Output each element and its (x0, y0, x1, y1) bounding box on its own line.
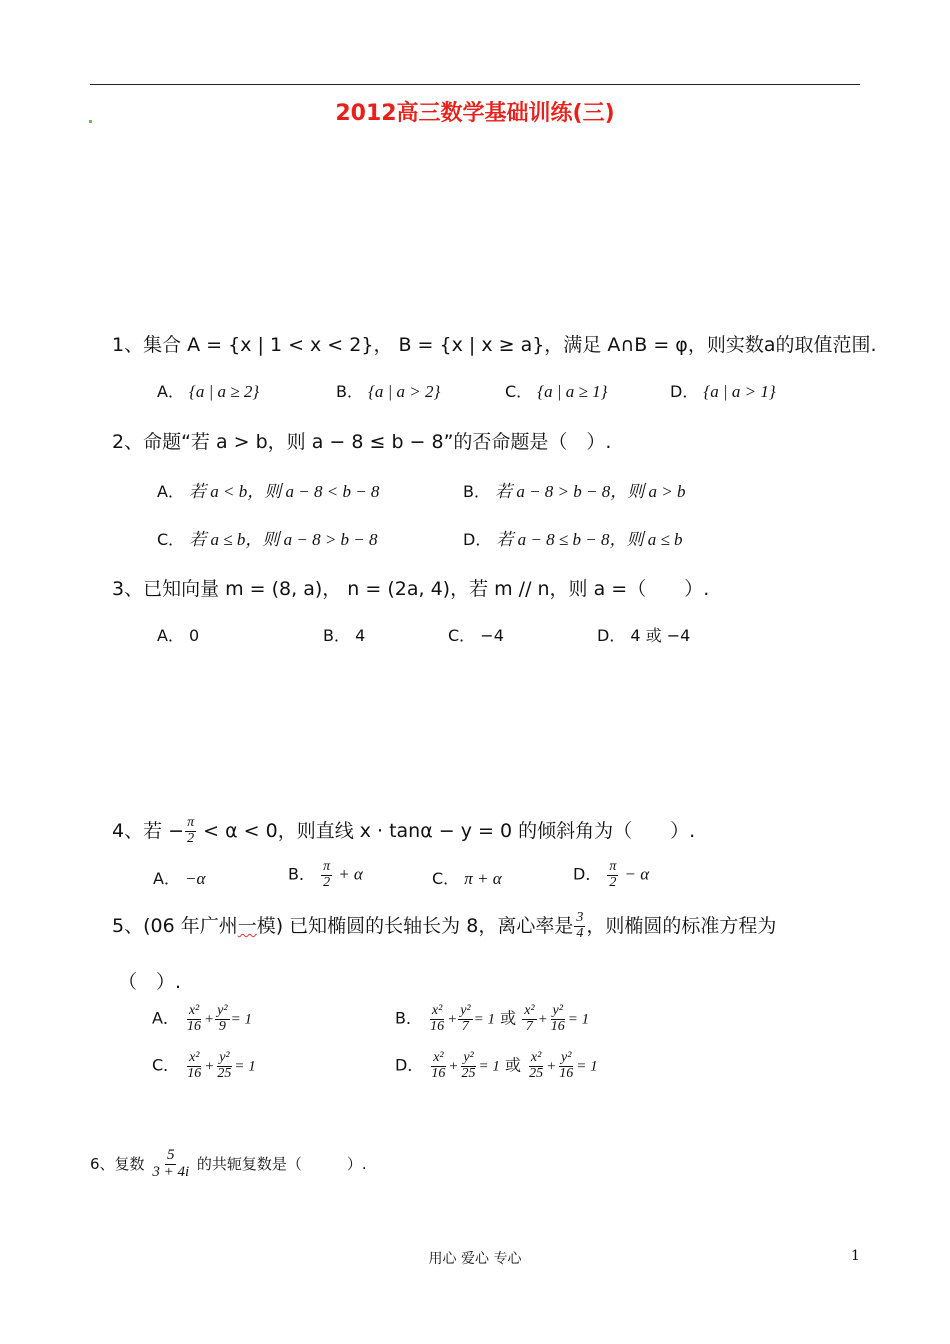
fraction-numerator: x² (431, 1003, 443, 1018)
question-5-stem (112, 911, 776, 942)
option-text: {a | a > 2} (368, 382, 441, 401)
fraction-denominator: 7 (461, 1018, 469, 1034)
fraction-numerator: π (609, 859, 617, 874)
question-4-option-d (573, 860, 649, 890)
question-4-option-b (288, 860, 363, 890)
fraction-denominator: 16 (187, 1065, 202, 1081)
fraction-numerator: y² (460, 1003, 471, 1018)
fraction-denominator: 25 (461, 1065, 476, 1081)
option-label: B． (288, 864, 315, 884)
option-label: B． (463, 482, 490, 501)
option-label: C． (432, 869, 460, 888)
fraction (557, 1051, 575, 1081)
stem-prefix: 5、(06 年广州 (112, 915, 238, 937)
option-label: C． (505, 382, 533, 401)
stem-suffix: 的共轭复数是（ ）. (196, 1154, 367, 1173)
option-label: C． (152, 1055, 180, 1075)
option-text: {a | a ≥ 2} (189, 382, 260, 401)
stem-middle: 模) 已知椭圆的长轴长为 8，离心率是 (256, 915, 574, 937)
fraction (321, 860, 332, 890)
fraction (428, 1004, 446, 1034)
option-text: 若 a − 8 ≤ b − 8，则 a ≤ b (496, 530, 683, 549)
option-text: {a | a ≥ 1} (537, 382, 608, 401)
question-3-option-c (448, 623, 504, 646)
fraction-numerator: x² (189, 1050, 200, 1065)
stem-prefix: 6、复数 (90, 1154, 145, 1173)
question-4-option-a (153, 866, 205, 889)
fraction (185, 1004, 203, 1034)
option-label: A． (157, 482, 184, 501)
question-2-stem: 2、命题“若 a > b，则 a − 8 ≤ b − 8”的否命题是（ ）. (112, 431, 612, 453)
or-word: 或 (505, 1055, 522, 1075)
option-label: D． (463, 530, 492, 549)
or-word: 或 (500, 1008, 517, 1028)
fraction (574, 911, 585, 941)
question-4-option-c (432, 866, 502, 889)
option-label: C． (157, 530, 185, 549)
fraction-numerator: π (323, 859, 331, 874)
fraction-denominator: 16 (559, 1065, 574, 1081)
question-3-option-d (597, 623, 690, 646)
fraction-numerator: y² (561, 1050, 572, 1065)
question-5-paren: （ ）. (118, 971, 182, 993)
option-label: B． (323, 626, 350, 645)
fraction (429, 1051, 447, 1081)
option-label: A． (157, 382, 184, 401)
question-2-option-a (157, 477, 379, 502)
fraction (150, 1148, 191, 1181)
option-label: D． (395, 1055, 424, 1075)
underlined-char: 一 (237, 915, 257, 937)
option-text: π + α (464, 869, 502, 888)
fraction (549, 1004, 567, 1034)
option-label: D． (597, 626, 626, 645)
option-text: + α (338, 864, 363, 884)
fraction-denominator: 25 (529, 1065, 544, 1081)
question-1-option-b (336, 379, 440, 402)
option-label: B． (336, 382, 363, 401)
page-footer: 用心 爱心 专心 (428, 1251, 522, 1267)
equals-one: = 1 (576, 1058, 598, 1075)
question-2-option-b (463, 477, 685, 502)
question-3-option-b (323, 623, 365, 646)
fraction-denominator: 16 (550, 1018, 565, 1034)
fraction-numerator: y² (219, 1050, 230, 1065)
option-label: C． (448, 626, 476, 645)
fraction-denominator: 25 (217, 1065, 232, 1081)
fraction (215, 1004, 229, 1034)
option-text: {a | a > 1} (703, 382, 776, 401)
fraction-denominator: 16 (430, 1018, 445, 1034)
fraction-numerator: x² (433, 1050, 444, 1065)
option-text: 0 (189, 626, 200, 645)
question-3-option-a (157, 623, 199, 646)
fraction-denominator: 9 (218, 1018, 226, 1034)
fraction-numerator: y² (463, 1050, 474, 1065)
fraction-denominator: 16 (187, 1018, 202, 1034)
fraction-numerator: y² (217, 1003, 228, 1018)
stem-suffix: ，则椭圆的标准方程为 (586, 915, 777, 937)
fraction-numerator: x² (524, 1003, 535, 1018)
option-text: 若 a < b，则 a − 8 < b − 8 (189, 482, 380, 501)
equals-one: = 1 (478, 1058, 500, 1075)
fraction-numerator: x² (530, 1050, 542, 1065)
page-title: 2012高三数学基础训练(三) (335, 101, 615, 126)
fraction-denominator: 16 (431, 1065, 446, 1081)
fraction-numerator: y² (552, 1003, 563, 1018)
header-rule (90, 84, 860, 85)
option-text: 4 (355, 626, 366, 645)
fraction (527, 1051, 545, 1081)
fraction (215, 1051, 233, 1081)
stem-prefix: 4、若 − (112, 820, 185, 842)
plus-sign: + (448, 1058, 459, 1075)
question-1-option-c (505, 379, 607, 402)
fraction-denominator: 3 + 4i (152, 1163, 190, 1180)
option-text: 若 a ≤ b，则 a − 8 > b − 8 (189, 530, 378, 549)
fraction-numerator: π (187, 815, 195, 831)
question-2-option-c (157, 525, 378, 550)
option-text: −4 (480, 626, 504, 645)
question-5-option-b (395, 1004, 589, 1034)
fraction (607, 860, 618, 890)
option-text: 4 或 −4 (630, 626, 691, 645)
question-1-stem: 1、集合 A = {x | 1 < x < 2}， B = {x | x ≥ a}，满足 A∩B = φ，则实数a的取值范围. (112, 334, 877, 356)
question-5-option-c (152, 1051, 256, 1081)
plus-sign: + (204, 1058, 215, 1075)
fraction (460, 1051, 478, 1081)
question-5-option-d (395, 1051, 598, 1081)
option-label: D． (573, 864, 602, 884)
fraction (185, 1051, 203, 1081)
fraction-denominator: 4 (576, 926, 584, 941)
option-label: B． (395, 1008, 422, 1028)
fraction-numerator: 3 (576, 910, 584, 926)
fraction (458, 1004, 472, 1034)
stem-suffix: < α < 0，则直线 x · tanα − y = 0 的倾斜角为（ ）. (197, 820, 696, 842)
fraction-denominator: 2 (609, 874, 617, 890)
option-text: 若 a − 8 > b − 8，则 a > b (495, 482, 686, 501)
option-label: A． (153, 869, 180, 888)
fraction (522, 1004, 536, 1034)
plus-sign: + (546, 1058, 557, 1075)
plus-sign: + (537, 1011, 548, 1028)
question-1-option-a (157, 379, 259, 402)
option-text: −α (185, 869, 206, 888)
fraction-denominator: 2 (187, 831, 195, 846)
option-label: A． (157, 626, 184, 645)
plus-sign: + (204, 1011, 215, 1028)
fraction-denominator: 7 (525, 1018, 533, 1034)
question-1-option-d (670, 379, 776, 402)
page-number: 1 (851, 1248, 860, 1264)
fraction-numerator: x² (188, 1003, 200, 1018)
question-3-stem: 3、已知向量 m = (8, a)， n = (2a, 4)，若 m // n，则 a =（ ）. (112, 578, 710, 600)
fraction-denominator: 2 (323, 874, 331, 890)
question-6-stem (90, 1148, 367, 1181)
equals-one: = 1 (567, 1011, 590, 1028)
equals-one: = 1 (230, 1011, 252, 1028)
question-5-option-a (152, 1004, 252, 1034)
option-label: A． (152, 1008, 179, 1028)
plus-sign: + (447, 1011, 458, 1028)
equals-one: = 1 (234, 1058, 256, 1075)
question-4-stem (112, 816, 695, 847)
fraction (185, 816, 196, 846)
option-text: − α (624, 864, 650, 884)
fraction-numerator: 5 (166, 1147, 175, 1163)
option-label: D． (670, 382, 699, 401)
equals-one: = 1 (473, 1011, 495, 1028)
question-2-option-d (463, 525, 683, 550)
